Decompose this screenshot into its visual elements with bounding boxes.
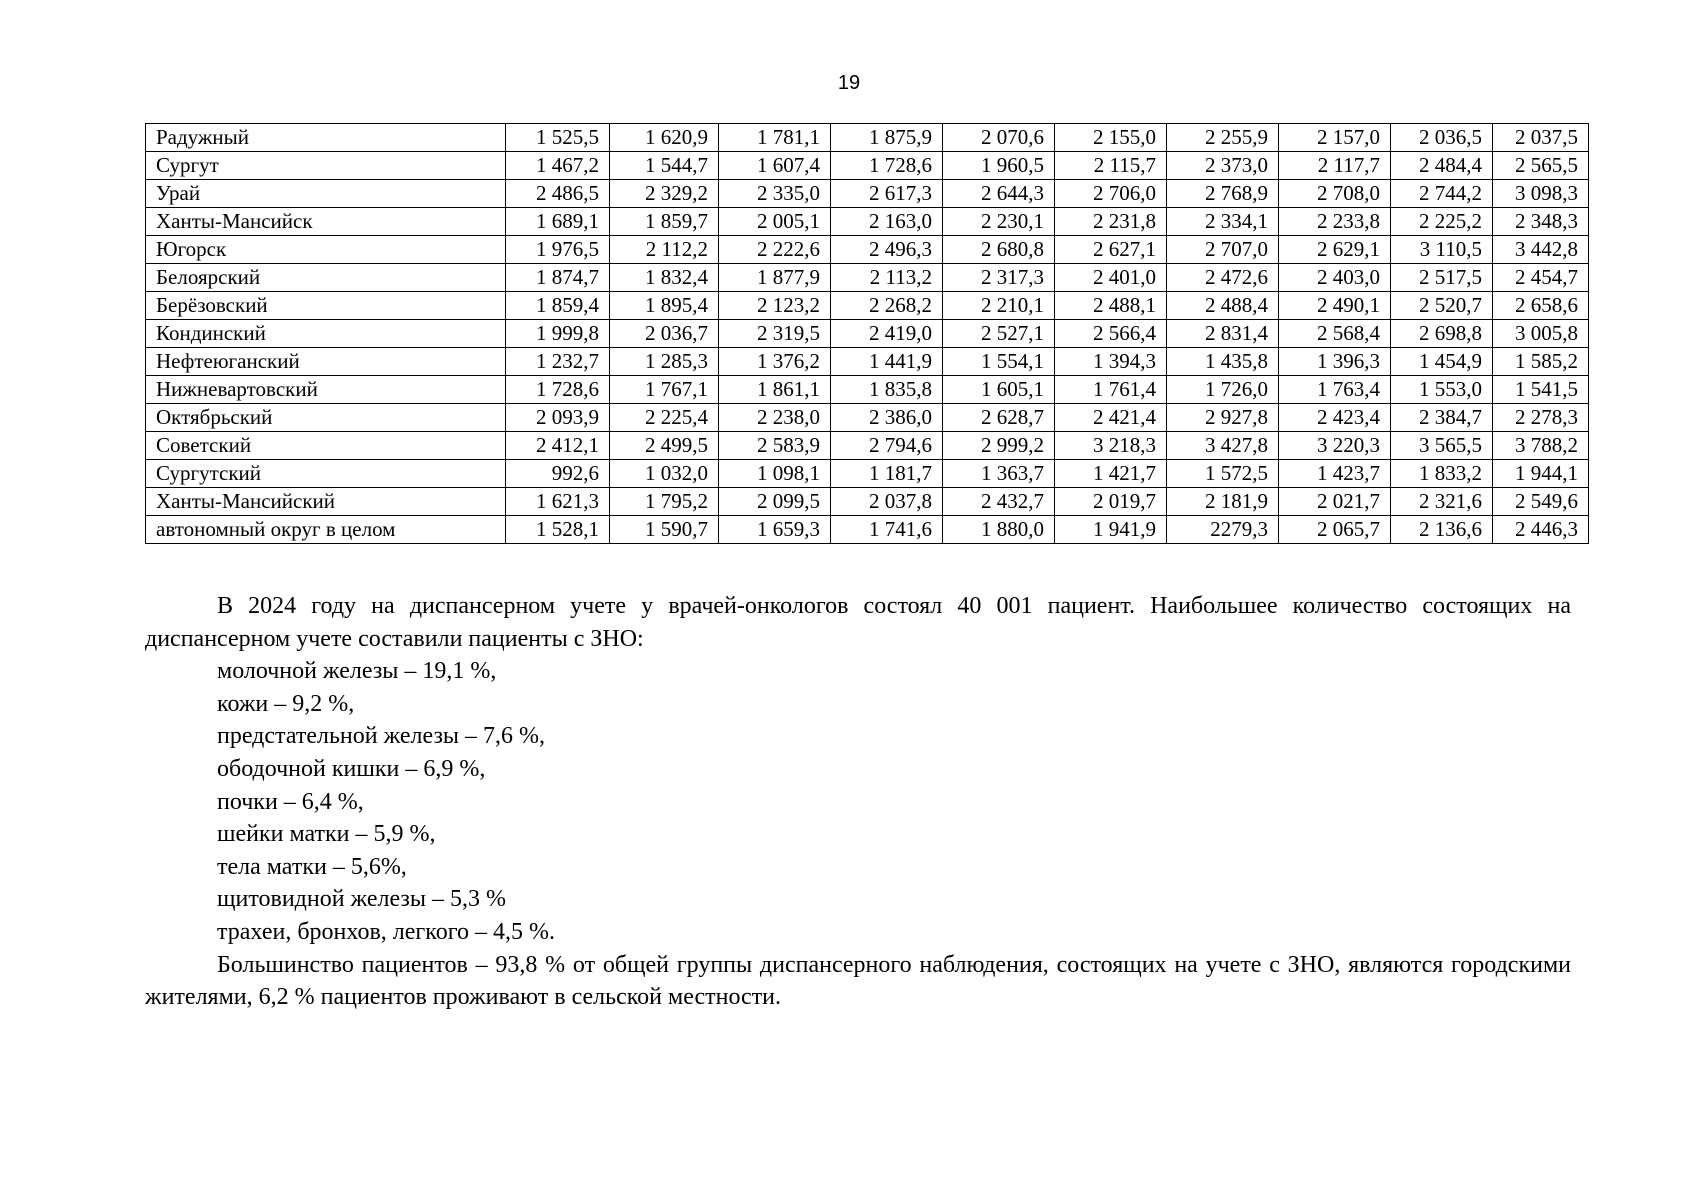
value-cell: 2 005,1 <box>719 208 831 236</box>
value-cell: 2 115,7 <box>1055 152 1167 180</box>
value-cell: 2 527,1 <box>943 320 1055 348</box>
value-cell: 2 268,2 <box>831 292 943 320</box>
value-cell: 1 795,2 <box>610 488 719 516</box>
list-item: почки – 6,4 %, <box>217 788 364 815</box>
value-cell: 2 680,8 <box>943 236 1055 264</box>
value-cell: 2 037,8 <box>831 488 943 516</box>
value-cell: 1 181,7 <box>831 460 943 488</box>
value-cell: 2 549,6 <box>1493 488 1589 516</box>
value-cell: 1 728,6 <box>831 152 943 180</box>
value-cell: 3 005,8 <box>1493 320 1589 348</box>
table-body <box>146 124 1589 544</box>
value-cell: 1 441,9 <box>831 348 943 376</box>
value-cell: 2 566,4 <box>1055 320 1167 348</box>
table-row <box>146 488 1589 516</box>
value-cell: 1 394,3 <box>1055 348 1167 376</box>
table-row <box>146 516 1589 544</box>
value-cell: 3 098,3 <box>1493 180 1589 208</box>
value-cell: 3 220,3 <box>1279 432 1391 460</box>
value-cell: 2 019,7 <box>1055 488 1167 516</box>
body-text <box>145 590 1571 1014</box>
value-cell: 2 768,9 <box>1167 180 1279 208</box>
value-cell: 2 517,5 <box>1391 264 1493 292</box>
value-cell: 3 442,8 <box>1493 236 1589 264</box>
row-name-cell: Радужный <box>146 124 506 152</box>
list-item: шейки матки – 5,9 %, <box>217 821 436 848</box>
value-cell: 2 230,1 <box>943 208 1055 236</box>
value-cell: 2 499,5 <box>610 432 719 460</box>
value-cell: 2 568,4 <box>1279 320 1391 348</box>
value-cell: 2 334,1 <box>1167 208 1279 236</box>
row-name-cell: Урай <box>146 180 506 208</box>
list-item: тела матки – 5,6%, <box>217 853 407 880</box>
value-cell: 1 454,9 <box>1391 348 1493 376</box>
value-cell: 2 317,3 <box>943 264 1055 292</box>
value-cell: 2 163,0 <box>831 208 943 236</box>
value-cell: 1 689,1 <box>506 208 610 236</box>
table-row <box>146 404 1589 432</box>
value-cell: 2 021,7 <box>1279 488 1391 516</box>
value-cell: 1 098,1 <box>719 460 831 488</box>
row-name-cell: Нефтеюганский <box>146 348 506 376</box>
value-cell: 2 412,1 <box>506 432 610 460</box>
value-cell: 1 590,7 <box>610 516 719 544</box>
row-name-cell: Советский <box>146 432 506 460</box>
value-cell: 1 728,6 <box>506 376 610 404</box>
value-cell: 1 832,4 <box>610 264 719 292</box>
row-name-cell: Кондинский <box>146 320 506 348</box>
value-cell: 1 941,9 <box>1055 516 1167 544</box>
value-cell: 1 859,7 <box>610 208 719 236</box>
value-cell: 2 036,7 <box>610 320 719 348</box>
value-cell: 1 285,3 <box>610 348 719 376</box>
value-cell: 2 484,4 <box>1391 152 1493 180</box>
table-row <box>146 376 1589 404</box>
value-cell: 1 544,7 <box>610 152 719 180</box>
value-cell: 2 627,1 <box>1055 236 1167 264</box>
value-cell: 2 070,6 <box>943 124 1055 152</box>
table-row <box>146 460 1589 488</box>
value-cell: 3 427,8 <box>1167 432 1279 460</box>
intro-paragraph: В 2024 году на диспансерном учете у врачей-онкологов состоял 40 001 пациент. Наибольшее количество состоящих на диспансерном учете составили пациенты с ЗНО: <box>145 593 1571 652</box>
value-cell: 1 741,6 <box>831 516 943 544</box>
value-cell: 2 617,3 <box>831 180 943 208</box>
list-item: ободочной кишки – 6,9 %, <box>217 755 486 782</box>
value-cell: 2 794,6 <box>831 432 943 460</box>
value-cell: 2 454,7 <box>1493 264 1589 292</box>
value-cell: 1 621,3 <box>506 488 610 516</box>
value-cell: 1 835,8 <box>831 376 943 404</box>
table-row <box>146 264 1589 292</box>
value-cell: 2 123,2 <box>719 292 831 320</box>
value-cell: 2 255,9 <box>1167 124 1279 152</box>
value-cell: 1 895,4 <box>610 292 719 320</box>
value-cell: 3 110,5 <box>1391 236 1493 264</box>
table-row <box>146 320 1589 348</box>
list-item: трахеи, бронхов, легкого – 4,5 %. <box>217 918 555 945</box>
value-cell: 2 628,7 <box>943 404 1055 432</box>
value-cell: 2 210,1 <box>943 292 1055 320</box>
value-cell: 3 565,5 <box>1391 432 1493 460</box>
value-cell: 1 421,7 <box>1055 460 1167 488</box>
value-cell: 2 488,1 <box>1055 292 1167 320</box>
value-cell: 1 976,5 <box>506 236 610 264</box>
value-cell: 1 833,2 <box>1391 460 1493 488</box>
value-cell: 2 319,5 <box>719 320 831 348</box>
value-cell: 3 788,2 <box>1493 432 1589 460</box>
value-cell: 2 496,3 <box>831 236 943 264</box>
value-cell: 2 233,8 <box>1279 208 1391 236</box>
row-name-cell: Ханты-Мансийск <box>146 208 506 236</box>
value-cell: 2 329,2 <box>610 180 719 208</box>
value-cell: 2 999,2 <box>943 432 1055 460</box>
value-cell: 2 698,8 <box>1391 320 1493 348</box>
value-cell: 2 117,7 <box>1279 152 1391 180</box>
value-cell: 2 181,9 <box>1167 488 1279 516</box>
value-cell: 2 113,2 <box>831 264 943 292</box>
value-cell: 2 037,5 <box>1493 124 1589 152</box>
value-cell: 2 238,0 <box>719 404 831 432</box>
value-cell: 2 629,1 <box>1279 236 1391 264</box>
value-cell: 1 363,7 <box>943 460 1055 488</box>
value-cell: 2279,3 <box>1167 516 1279 544</box>
value-cell: 1 525,5 <box>506 124 610 152</box>
value-cell: 2 386,0 <box>831 404 943 432</box>
value-cell: 1 875,9 <box>831 124 943 152</box>
list-item: кожи – 9,2 %, <box>217 690 355 717</box>
value-cell: 1 232,7 <box>506 348 610 376</box>
value-cell: 2 099,5 <box>719 488 831 516</box>
value-cell: 2 157,0 <box>1279 124 1391 152</box>
value-cell: 1 880,0 <box>943 516 1055 544</box>
value-cell: 1 396,3 <box>1279 348 1391 376</box>
value-cell: 1 423,7 <box>1279 460 1391 488</box>
incidence-table <box>145 123 1589 544</box>
value-cell: 2 644,3 <box>943 180 1055 208</box>
table-row <box>146 348 1589 376</box>
row-name-cell: Сургутский <box>146 460 506 488</box>
list-item: щитовидной железы – 5,3 % <box>217 886 507 913</box>
value-cell: 2 112,2 <box>610 236 719 264</box>
value-cell: 1 435,8 <box>1167 348 1279 376</box>
value-cell: 2 136,6 <box>1391 516 1493 544</box>
value-cell: 2 384,7 <box>1391 404 1493 432</box>
table-row <box>146 124 1589 152</box>
value-cell: 2 486,5 <box>506 180 610 208</box>
value-cell: 1 761,4 <box>1055 376 1167 404</box>
value-cell: 1 726,0 <box>1167 376 1279 404</box>
value-cell: 1 376,2 <box>719 348 831 376</box>
table-row <box>146 236 1589 264</box>
value-cell: 1 877,9 <box>719 264 831 292</box>
table-row <box>146 208 1589 236</box>
value-cell: 2 490,1 <box>1279 292 1391 320</box>
value-cell: 2 373,0 <box>1167 152 1279 180</box>
value-cell: 1 605,1 <box>943 376 1055 404</box>
table-row <box>146 292 1589 320</box>
value-cell: 1 874,7 <box>506 264 610 292</box>
value-cell: 2 225,2 <box>1391 208 1493 236</box>
value-cell: 1 781,1 <box>719 124 831 152</box>
value-cell: 1 861,1 <box>719 376 831 404</box>
value-cell: 2 403,0 <box>1279 264 1391 292</box>
table-row <box>146 152 1589 180</box>
value-cell: 2 155,0 <box>1055 124 1167 152</box>
value-cell: 2 401,0 <box>1055 264 1167 292</box>
value-cell: 2 446,3 <box>1493 516 1589 544</box>
value-cell: 3 218,3 <box>1055 432 1167 460</box>
value-cell: 2 565,5 <box>1493 152 1589 180</box>
value-cell: 2 335,0 <box>719 180 831 208</box>
value-cell: 1 553,0 <box>1391 376 1493 404</box>
value-cell: 2 831,4 <box>1167 320 1279 348</box>
value-cell: 1 585,2 <box>1493 348 1589 376</box>
value-cell: 2 321,6 <box>1391 488 1493 516</box>
value-cell: 1 659,3 <box>719 516 831 544</box>
value-cell: 1 763,4 <box>1279 376 1391 404</box>
value-cell: 1 554,1 <box>943 348 1055 376</box>
row-name-cell: Сургут <box>146 152 506 180</box>
row-name-cell: Ханты-Мансийский <box>146 488 506 516</box>
row-name-cell: Нижневартовский <box>146 376 506 404</box>
value-cell: 2 658,6 <box>1493 292 1589 320</box>
value-cell: 2 706,0 <box>1055 180 1167 208</box>
value-cell: 2 225,4 <box>610 404 719 432</box>
value-cell: 1 620,9 <box>610 124 719 152</box>
value-cell: 2 278,3 <box>1493 404 1589 432</box>
value-cell: 1 999,8 <box>506 320 610 348</box>
value-cell: 2 423,4 <box>1279 404 1391 432</box>
row-name-cell: Белоярский <box>146 264 506 292</box>
value-cell: 1 467,2 <box>506 152 610 180</box>
value-cell: 1 960,5 <box>943 152 1055 180</box>
value-cell: 2 520,7 <box>1391 292 1493 320</box>
value-cell: 2 744,2 <box>1391 180 1493 208</box>
value-cell: 1 767,1 <box>610 376 719 404</box>
value-cell: 2 927,8 <box>1167 404 1279 432</box>
table-row <box>146 180 1589 208</box>
value-cell: 2 432,7 <box>943 488 1055 516</box>
value-cell: 2 488,4 <box>1167 292 1279 320</box>
value-cell: 1 572,5 <box>1167 460 1279 488</box>
row-name-cell: Югорск <box>146 236 506 264</box>
value-cell: 2 065,7 <box>1279 516 1391 544</box>
value-cell: 2 419,0 <box>831 320 943 348</box>
value-cell: 2 348,3 <box>1493 208 1589 236</box>
value-cell: 2 036,5 <box>1391 124 1493 152</box>
list-item: предстательной железы – 7,6 %, <box>217 723 546 750</box>
value-cell: 2 472,6 <box>1167 264 1279 292</box>
value-cell: 1 859,4 <box>506 292 610 320</box>
value-cell: 1 528,1 <box>506 516 610 544</box>
value-cell: 2 583,9 <box>719 432 831 460</box>
value-cell: 2 093,9 <box>506 404 610 432</box>
row-name-cell: Октябрьский <box>146 404 506 432</box>
value-cell: 1 032,0 <box>610 460 719 488</box>
value-cell: 992,6 <box>506 460 610 488</box>
value-cell: 2 708,0 <box>1279 180 1391 208</box>
value-cell: 2 421,4 <box>1055 404 1167 432</box>
page-number: 19 <box>837 72 861 94</box>
value-cell: 1 607,4 <box>719 152 831 180</box>
list-item: молочной железы – 19,1 %, <box>217 658 497 685</box>
row-name-cell: автономный округ в целом <box>146 516 506 544</box>
row-name-cell: Берёзовский <box>146 292 506 320</box>
conclusion-paragraph: Большинство пациентов – 93,8 % от общей группы диспансерного наблюдения, состоящих на учете с ЗНО, являются городскими жителями, 6,2 % пациентов проживают в сельской местности. <box>145 951 1571 1011</box>
localization-list <box>145 655 1571 948</box>
value-cell: 1 541,5 <box>1493 376 1589 404</box>
value-cell: 1 944,1 <box>1493 460 1589 488</box>
value-cell: 2 707,0 <box>1167 236 1279 264</box>
value-cell: 2 222,6 <box>719 236 831 264</box>
value-cell: 2 231,8 <box>1055 208 1167 236</box>
table-row <box>146 432 1589 460</box>
